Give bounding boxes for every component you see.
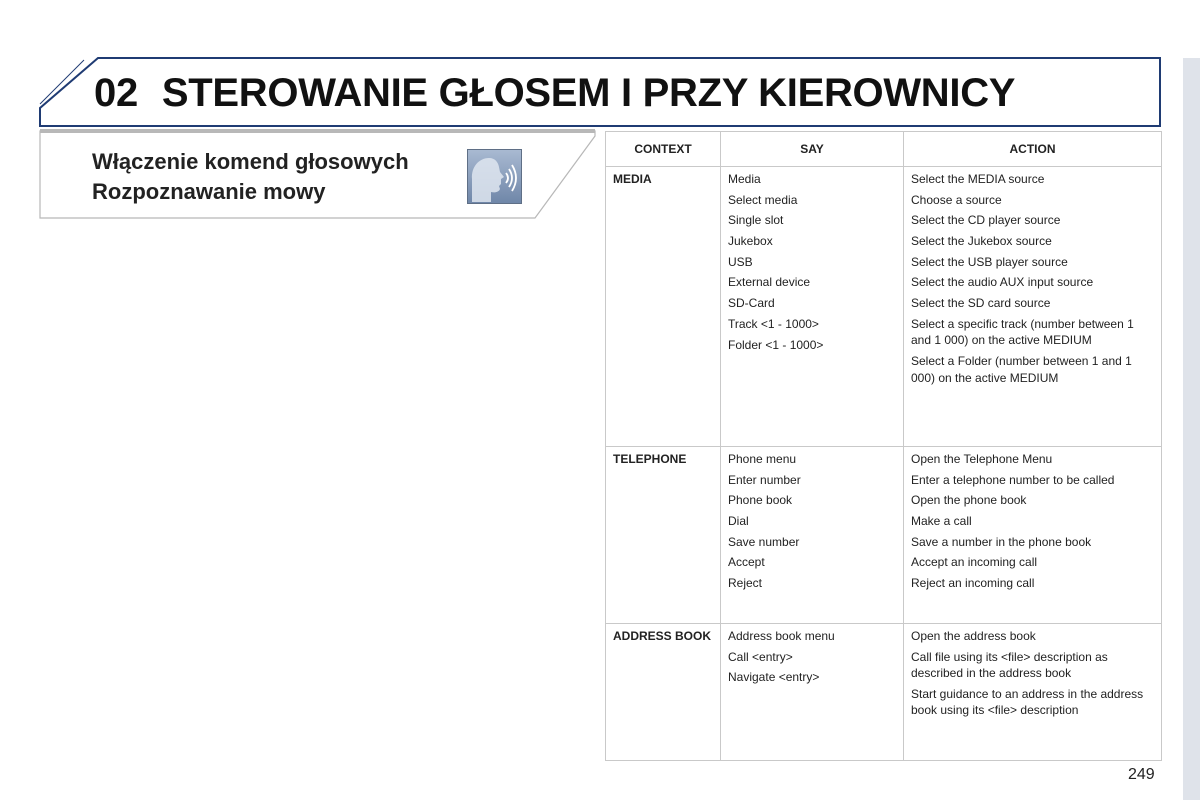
say-entry: Save number — [728, 534, 800, 549]
action-cell — [904, 447, 1162, 624]
say-entry: Navigate <entry> — [728, 670, 820, 685]
action-entry: Select a Folder (number between 1 and 1 000) on the active MEDIUM — [911, 354, 1132, 385]
action-entry: Select the SD card source — [911, 296, 1051, 311]
say-entry: Accept — [728, 555, 765, 570]
action-entry: Select the Jukebox source — [911, 234, 1052, 249]
say-entry: Enter number — [728, 472, 801, 487]
action-entry: Select the USB player source — [911, 254, 1068, 269]
say-cell — [721, 447, 904, 624]
say-entry: Jukebox — [728, 234, 773, 249]
say-entry: SD-Card — [728, 296, 775, 311]
side-tab-strip — [1183, 58, 1200, 800]
say-entry: Phone book — [728, 493, 793, 508]
say-entry: Phone menu — [728, 452, 797, 466]
action-entry: Open the Telephone Menu — [911, 452, 1053, 466]
say-cell — [721, 167, 904, 447]
action-entry: Make a call — [911, 514, 972, 529]
action-entry: Select the MEDIA source — [911, 172, 1045, 186]
action-entry: Choose a source — [911, 192, 1002, 207]
section-title — [92, 147, 409, 207]
chapter-title — [94, 70, 1015, 116]
header-say: SAY — [721, 132, 904, 167]
action-entry: Save a number in the phone book — [911, 534, 1092, 549]
action-entry: Open the address book — [911, 629, 1036, 643]
action-entry: Call file using its <file> description as described in the address book — [911, 649, 1108, 681]
say-entry: Media — [728, 172, 761, 186]
section-title-line2: Rozpoznawanie mowy — [92, 179, 326, 204]
say-entry: External device — [728, 275, 811, 290]
chapter-heading: STEROWANIE GŁOSEM I PRZY KIEROWNICY — [161, 71, 1016, 115]
say-entry: Reject — [728, 576, 763, 591]
header-context: CONTEXT — [606, 132, 721, 167]
action-cell — [904, 624, 1162, 761]
say-cell — [721, 624, 904, 761]
say-entry: Track <1 - 1000> — [728, 316, 819, 331]
page-number: 249 — [1128, 766, 1155, 783]
action-cell — [904, 167, 1162, 447]
context-cell: TELEPHONE — [606, 447, 721, 624]
voice-recognition-icon — [467, 149, 522, 204]
action-entry: Select a specific track (number between 1 and 1 000) on the active MEDIUM — [911, 316, 1134, 348]
say-entry: Single slot — [728, 213, 784, 228]
action-entry: Enter a telephone number to be called — [911, 472, 1115, 487]
say-entry: Select media — [728, 192, 798, 207]
action-entry: Select the CD player source — [911, 213, 1061, 228]
action-entry: Start guidance to an address in the address book using its <file> description — [911, 686, 1144, 718]
context-cell: MEDIA — [606, 167, 721, 447]
table-row — [606, 447, 1162, 624]
action-entry: Accept an incoming call — [911, 555, 1038, 570]
voice-commands-table — [605, 131, 1162, 761]
table-row — [606, 624, 1162, 761]
table-header-row — [606, 132, 1162, 167]
context-cell: ADDRESS BOOK — [606, 624, 721, 761]
action-entry: Open the phone book — [911, 493, 1027, 508]
action-entry: Reject an incoming call — [911, 576, 1035, 591]
say-entry: Dial — [728, 514, 749, 529]
say-entry: Folder <1 - 1000> — [728, 337, 824, 352]
chapter-number: 02 — [94, 71, 138, 115]
action-entry: Select the audio AUX input source — [911, 275, 1094, 290]
section-title-line1: Włączenie komend głosowych — [92, 149, 409, 174]
say-entry: Call <entry> — [728, 649, 793, 664]
say-entry: Address book menu — [728, 629, 835, 643]
table-row — [606, 167, 1162, 447]
say-entry: USB — [728, 254, 753, 269]
header-action: ACTION — [904, 132, 1162, 167]
